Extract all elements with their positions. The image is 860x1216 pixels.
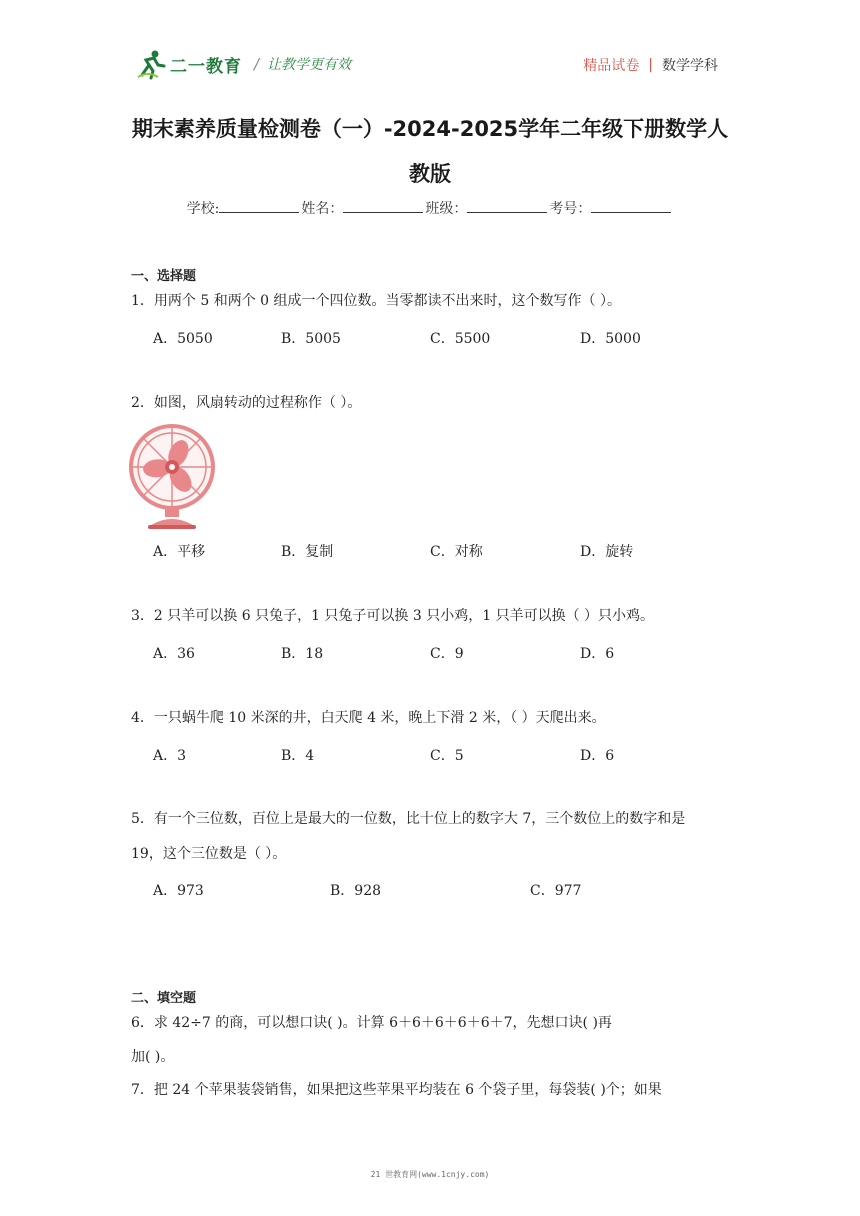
page-title-line1: 期末素养质量检测卷（一）-2024-2025学年二年级下册数学人 <box>131 117 729 141</box>
section-heading-fill: 二、填空题 <box>131 991 197 1006</box>
header-separator: | <box>648 57 653 73</box>
q3-option-c[interactable]: C．9 <box>430 646 464 662</box>
logo-slogan: 让教学更有效 <box>267 57 352 73</box>
question-5-stem-line2: 19，这个三位数是（ ）。 <box>131 846 287 862</box>
q2-option-d[interactable]: D．旋转 <box>580 544 634 560</box>
electric-fan-image <box>128 423 218 531</box>
q3-option-a[interactable]: A．36 <box>153 646 195 662</box>
header-subject: 数学学科 <box>662 58 718 74</box>
question-6-line1: 6．求 42÷7 的商，可以想口诀( )。计算 6＋6＋6＋6＋6＋7，先想口诀( )再 <box>131 1015 612 1031</box>
q2-option-c[interactable]: C．对称 <box>430 544 483 560</box>
q1-option-c[interactable]: C．5500 <box>430 331 491 347</box>
school-label: 学校: <box>186 201 220 217</box>
page-title-line2: 教版 <box>409 162 451 186</box>
question-4-stem: 4．一只蜗牛爬 10 米深的井，白天爬 4 米，晚上下滑 2 米，（ ）天爬出来。 <box>131 710 606 726</box>
logo-text: 二一教育 <box>170 56 242 77</box>
q2-option-a[interactable]: A．平移 <box>153 544 206 560</box>
question-7-line1: 7．把 24 个苹果装袋销售，如果把这些苹果平均装在 6 个袋子里，每袋装( )个；如果 <box>131 1082 662 1098</box>
q5-option-c[interactable]: C．977 <box>530 883 582 899</box>
exam-no-label: 考号： <box>549 201 592 217</box>
class-blank[interactable] <box>467 200 547 213</box>
name-blank[interactable] <box>343 200 423 213</box>
question-6-line2: 加( )。 <box>131 1049 175 1065</box>
q1-option-b[interactable]: B．5005 <box>281 331 341 347</box>
page-footer: 21 世教育网(www.1cnjy.com) <box>370 1170 490 1179</box>
q4-option-d[interactable]: D．6 <box>580 748 615 764</box>
q4-option-b[interactable]: B．4 <box>281 748 315 764</box>
question-5-stem-line1: 5．有一个三位数，百位上是最大的一位数，比十位上的数字大 7，三个数位上的数字和是 <box>131 811 686 827</box>
question-3-stem: 3．2 只羊可以换 6 只兔子，1 只兔子可以换 3 只小鸡，1 只羊可以换（ ）只小鸡。 <box>131 608 655 624</box>
name-label: 姓名： <box>301 201 344 217</box>
q5-option-b[interactable]: B．928 <box>330 883 382 899</box>
section-heading-choice: 一、选择题 <box>131 269 197 284</box>
question-2-stem: 2．如图，风扇转动的过程称作（ ）。 <box>131 395 362 411</box>
q1-option-d[interactable]: D．5000 <box>580 331 641 347</box>
question-1-stem: 1．用两个 5 和两个 0 组成一个四位数。当零都读不出来时，这个数写作（ ）。 <box>131 293 621 309</box>
header-right <box>583 55 718 75</box>
q1-option-a[interactable]: A．5050 <box>153 331 213 347</box>
brand-logo <box>134 46 351 82</box>
school-blank[interactable] <box>219 200 299 213</box>
q3-option-b[interactable]: B．18 <box>281 646 324 662</box>
q2-option-b[interactable]: B．复制 <box>281 544 334 560</box>
logo-slash: / <box>254 55 260 73</box>
q4-option-a[interactable]: A．3 <box>153 748 187 764</box>
class-label: 班级： <box>425 201 468 217</box>
runner-logo-icon <box>134 47 168 81</box>
q3-option-d[interactable]: D．6 <box>580 646 615 662</box>
exam-no-blank[interactable] <box>591 200 671 213</box>
student-info-line <box>0 198 860 218</box>
header-tag: 精品试卷 <box>583 58 640 74</box>
q5-option-a[interactable]: A．973 <box>153 883 204 899</box>
q4-option-c[interactable]: C．5 <box>430 748 464 764</box>
